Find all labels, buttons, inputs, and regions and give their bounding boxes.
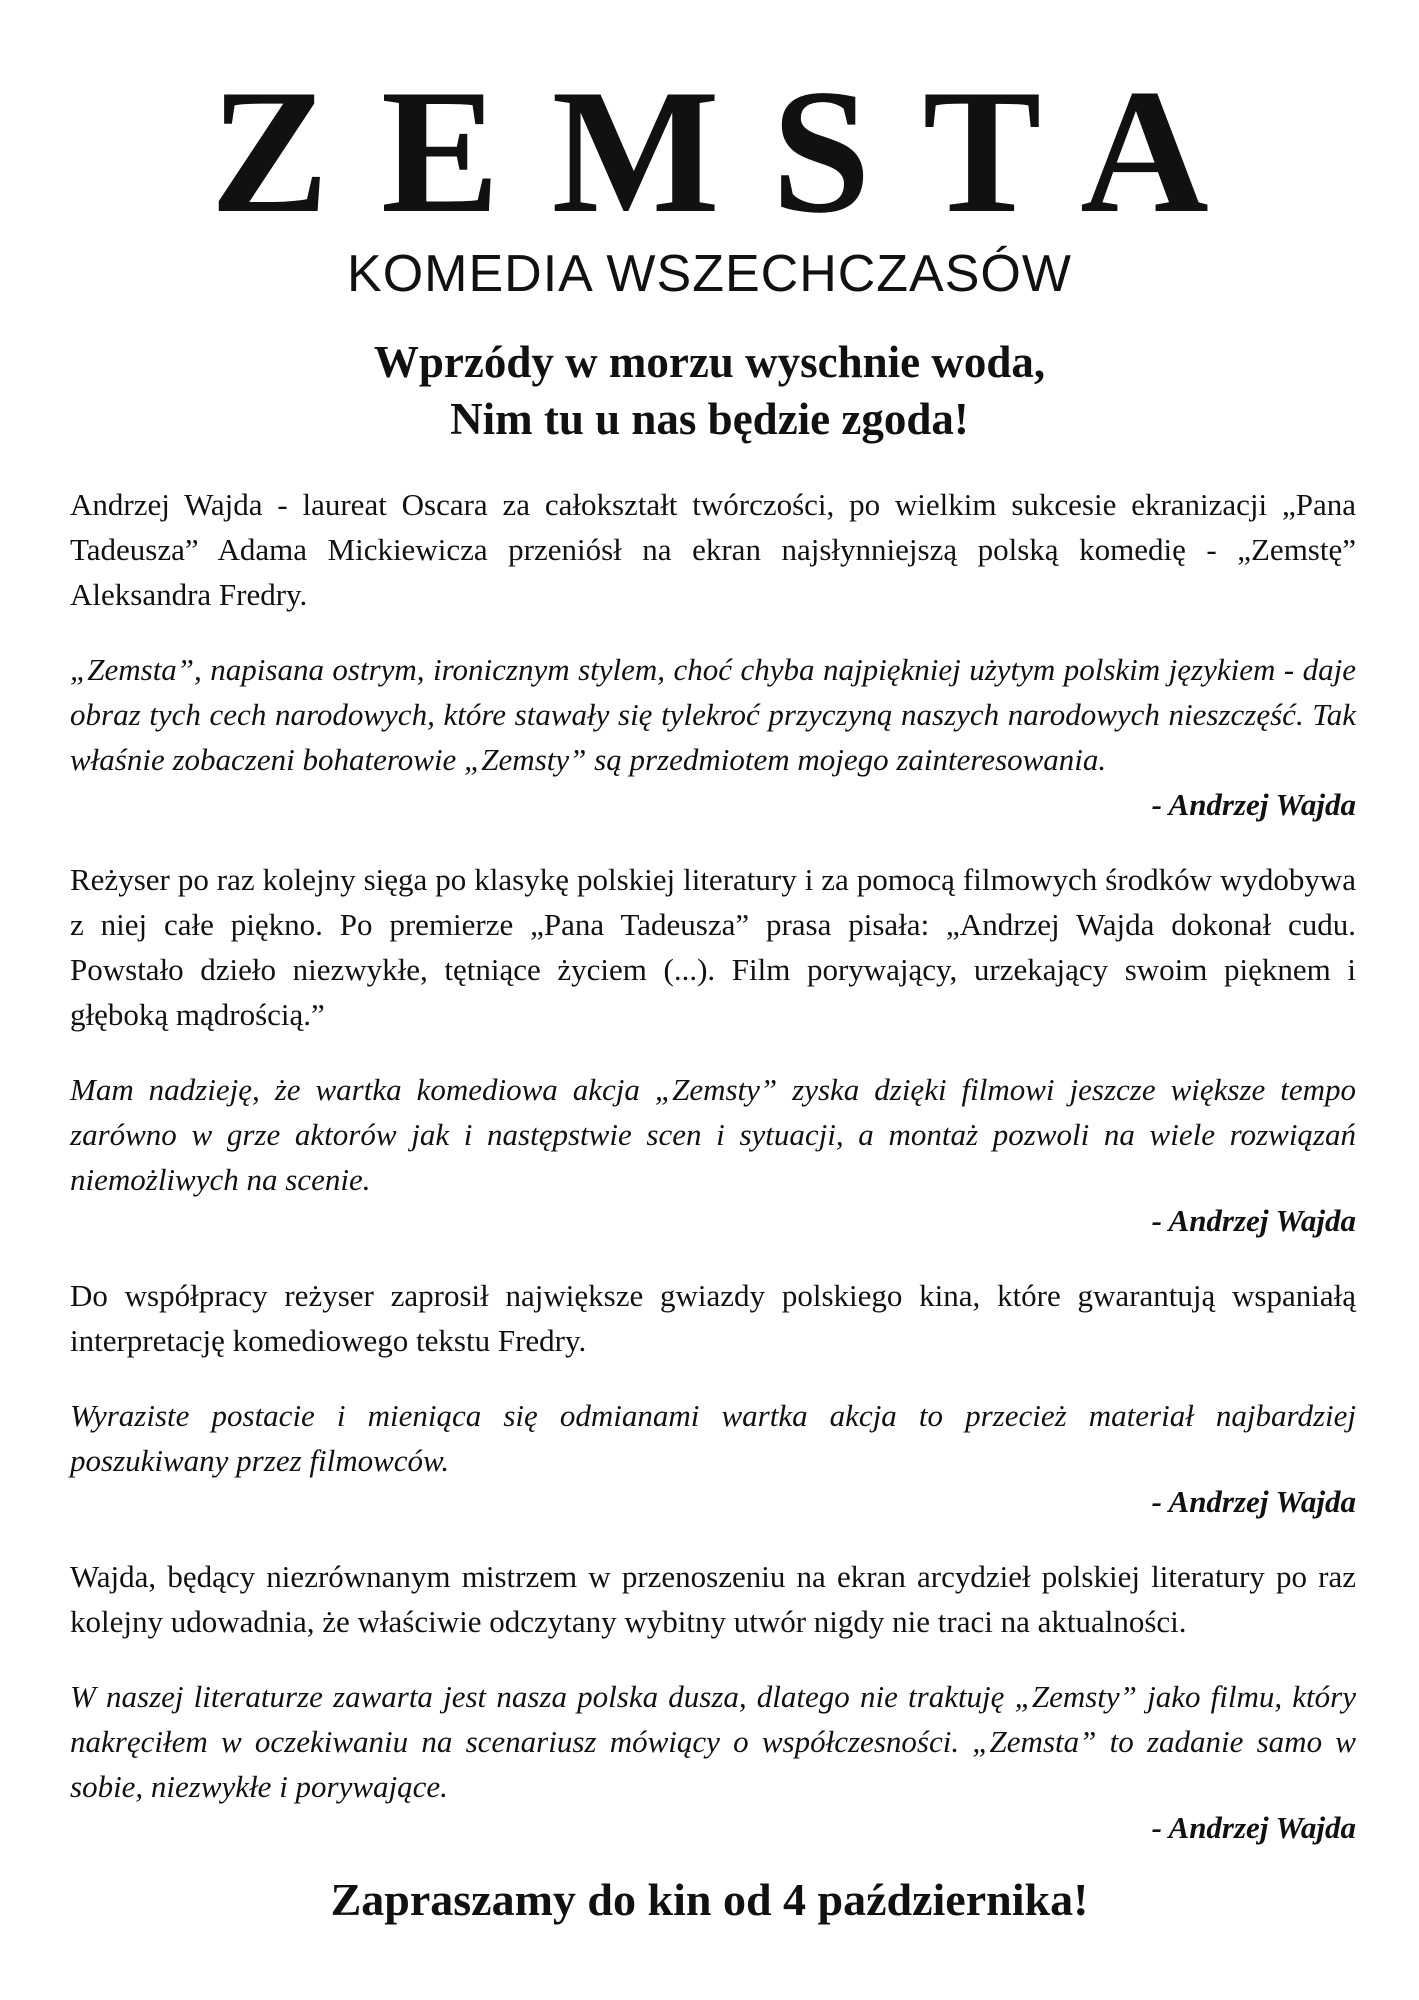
quote-1-signature: - Andrzej Wajda <box>1151 787 1356 822</box>
page-subtitle: KOMEDIA WSZECHCZASÓW <box>347 245 1072 303</box>
quote-4: W naszej literaturze zawarta jest nasza polska dusza, dlatego nie traktuję „Zemsty” jako filmu, który nakręciłem w oczekiwaniu na scenariusz mówiący o współczesności. „Zemsta” to zadanie samo w sobie, niezwykłe i porywające. <box>70 1679 1356 1804</box>
paragraph-intro: Andrzej Wajda - laureat Oscara za całokształt twórczości, po wielkim sukcesie ekranizacji „Pana Tadeusza” Adama Mickiewicza przeniósł na ekran najsłynniejszą polską komedię - „Zemstę” Aleksandra Fredry. <box>70 487 1356 612</box>
quote-1: „Zemsta”, napisana ostrym, ironicznym stylem, choć chyba najpiękniej użytym polskim językiem - daje obraz tych cech narodowych, które stawały się tylekroć przyczyną naszych narodowych nieszczęść. Tak właśnie zobaczeni bohaterowie „Zemsty” są przedmiotem mojego zainteresowania. <box>70 652 1356 777</box>
motto-line-1: Wprzódy w morzu wyschnie woda, <box>373 337 1046 387</box>
closing-call-to-action: Zapraszamy do kin od 4 października! <box>330 1874 1089 1925</box>
motto-line-2: Nim tu u nas będzie zgoda! <box>450 394 969 444</box>
paragraph-3: Do współpracy reżyser zaprosił największe gwiazdy polskiego kina, które gwarantują wspaniałą interpretację komediowego tekstu Fredry. <box>70 1278 1356 1358</box>
quote-2-signature: - Andrzej Wajda <box>1151 1203 1356 1238</box>
quote-3: Wyraziste postacie i mieniąca się odmianami wartka akcja to przecież materiał najbardziej poszukiwany przez filmowców. <box>70 1398 1356 1478</box>
quote-3-signature: - Andrzej Wajda <box>1151 1484 1356 1519</box>
article-body <box>70 482 1356 1850</box>
quote-2: Mam nadzieję, że wartka komediowa akcja „Zemsty” zyska dzięki filmowi jeszcze większe tempo zarówno w grze aktorów jak i następstwie scen i sytuacji, a montaż pozwoli na wiele rozwiązań niemożliwych na scenie. <box>70 1072 1356 1197</box>
page-title: ZEMSTA <box>210 52 1261 250</box>
quote-4-signature: - Andrzej Wajda <box>1151 1810 1356 1845</box>
paragraph-2: Reżyser po raz kolejny sięga po klasykę polskiej literatury i za pomocą filmowych środków wydobywa z niej całe piękno. Po premierze „Pana Tadeusza” prasa pisała: „Andrzej Wajda dokonał cudu. Powstało dzieło niezwykłe, tętniące życiem (...). Film porywający, urzekający swoim pięknem i głęboką mądrością.” <box>70 862 1356 1032</box>
paragraph-4: Wajda, będący niezrównanym mistrzem w przenoszeniu na ekran arcydzieł polskiej literatury po raz kolejny udowadnia, że właściwie odczytany wybitny utwór nigdy nie traci na aktualności. <box>70 1559 1356 1639</box>
motto <box>0 334 1419 448</box>
